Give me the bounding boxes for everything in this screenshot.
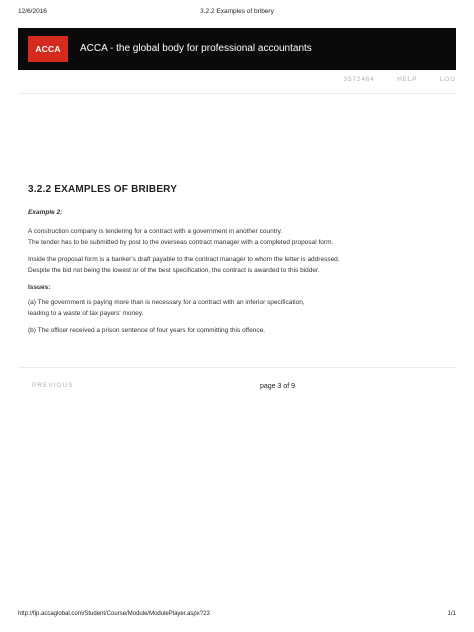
example-title: Example 2: (28, 209, 63, 216)
text-line: leading to a waste of tax payers' money. (28, 310, 144, 317)
page-title: 3.2.2 EXAMPLES OF BRIBERY (28, 184, 178, 195)
print-page-number: 1/1 (447, 611, 456, 617)
print-header (18, 8, 456, 20)
paragraph (28, 226, 448, 248)
page-indicator: page 3 of 9 (260, 383, 296, 390)
acca-logo[interactable]: ACCA (28, 36, 68, 62)
text-line: (a) The government is paying more than is necessary for a contract with an inferior specification, (28, 299, 305, 306)
text-line: A construction company is tendering for a contract with a government in another country. (28, 228, 283, 235)
text-line: Despite the bid not being the lowest or of the best specification, the contract is awarded to this bidder. (28, 267, 320, 274)
banner-tagline: ACCA - the global body for professional accountants (80, 43, 312, 54)
print-title: 3.2.2 Examples of bribery (200, 8, 274, 15)
paragraph (28, 254, 448, 276)
print-url: http://fip.accaglobal.com/Student/Course/Module/ModulePlayer.aspx?23 (18, 611, 210, 617)
text-line: (b) The officer received a prison sentence of four years for committing this offence. (28, 327, 266, 334)
top-nav (324, 76, 456, 83)
previous-button[interactable]: PREVIOUS (32, 382, 74, 389)
issue-item (28, 325, 448, 336)
text-line: Inside the proposal form is a banker's draft payable to the contract manager to whom the letter is addressed. (28, 256, 340, 263)
logout-link[interactable]: LOG (439, 76, 456, 83)
divider (18, 93, 456, 94)
divider (18, 367, 456, 368)
text-line: The tender has to be submitted by post to the overseas contract manager with a completed proposal form. (28, 239, 334, 246)
help-link[interactable]: HELP (397, 76, 418, 83)
print-date: 12/6/2016 (18, 8, 47, 15)
module-content (28, 207, 448, 342)
header-banner (18, 28, 456, 70)
issue-item (28, 297, 448, 319)
student-id: 3572464 (343, 76, 375, 83)
issues-label: Issues: (28, 284, 51, 291)
print-footer (18, 611, 456, 621)
